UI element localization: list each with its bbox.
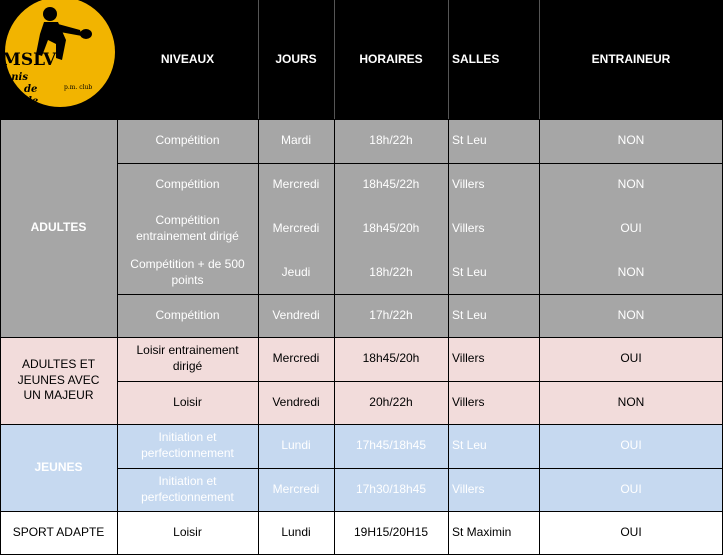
table-row-4-jour: Jeudi xyxy=(258,251,334,294)
table-row-2-salle: Villers xyxy=(448,163,539,207)
header-divider xyxy=(539,0,540,119)
table-row-9-entraineur: OUI xyxy=(539,468,723,511)
table-row-5-jour: Vendredi xyxy=(258,294,334,337)
table-row-5-entraineur: NON xyxy=(539,294,723,337)
table-row-10-niveau: Loisir xyxy=(117,511,258,555)
table-row-3-jour: Mercredi xyxy=(258,207,334,251)
table-row-10-entraineur: OUI xyxy=(539,511,723,555)
table-row-10-horaire: 19H15/20H15 xyxy=(334,511,448,555)
grid-line xyxy=(117,294,723,295)
header-entraineur: ENTRAINEUR xyxy=(539,0,723,119)
table-row-3-horaire: 18h45/20h xyxy=(334,207,448,251)
table-row-6-horaire: 18h45/20h xyxy=(334,337,448,381)
table-row-4-entraineur: NON xyxy=(539,251,723,294)
group-jeunes: JEUNES xyxy=(0,424,117,511)
table-row-5-salle: St Leu xyxy=(448,294,539,337)
table-row-5-niveau: Compétition xyxy=(117,294,258,337)
table-row-3-entraineur: OUI xyxy=(539,207,723,251)
table-row-6-salle: Villers xyxy=(448,337,539,381)
table-row-6-niveau: Loisir entrainement dirigé xyxy=(117,337,258,381)
header-horaires: HORAIRES xyxy=(334,0,448,119)
grid-line xyxy=(117,468,723,469)
table-row-1-salle: St Leu xyxy=(448,119,539,163)
table-row-8-salle: St Leu xyxy=(448,424,539,468)
grid-line xyxy=(0,337,723,338)
table-row-9-horaire: 17h30/18h45 xyxy=(334,468,448,511)
table-row-2-niveau: Compétition xyxy=(117,163,258,207)
grid-line xyxy=(0,424,723,425)
table-row-5-horaire: 17h/22h xyxy=(334,294,448,337)
header-divider xyxy=(334,0,335,119)
header-jours: JOURS xyxy=(258,0,334,119)
table-row-4-niveau: Compétition + de 500 points xyxy=(117,251,258,294)
table-row-4-horaire: 18h/22h xyxy=(334,251,448,294)
table-row-9-salle: Villers xyxy=(448,468,539,511)
grid-line xyxy=(117,381,723,382)
club-logo xyxy=(0,0,117,119)
table-row-1-jour: Mardi xyxy=(258,119,334,163)
header-salles: SALLES xyxy=(448,0,539,119)
table-row-8-jour: Lundi xyxy=(258,424,334,468)
grid-line xyxy=(0,119,723,120)
logo-line-2: de xyxy=(24,84,38,95)
table-row-7-niveau: Loisir xyxy=(117,381,258,424)
table-row-7-jour: Vendredi xyxy=(258,381,334,424)
table-row-2-jour: Mercredi xyxy=(258,163,334,207)
table-row-2-entraineur: NON xyxy=(539,163,723,207)
header-divider xyxy=(258,0,259,119)
table-row-1-horaire: 18h/22h xyxy=(334,119,448,163)
header-niveaux: NIVEAUX xyxy=(117,0,258,119)
table-row-9-niveau: Initiation et perfectionnement xyxy=(117,468,258,511)
header-divider xyxy=(448,0,449,119)
table-row-4-salle: St Leu xyxy=(448,251,539,294)
grid-line xyxy=(0,511,723,512)
table-row-8-entraineur: OUI xyxy=(539,424,723,468)
table-row-3-salle: Villers xyxy=(448,207,539,251)
table-row-2-horaire: 18h45/22h xyxy=(334,163,448,207)
table-row-10-salle: St Maximin xyxy=(448,511,539,555)
table-row-6-jour: Mercredi xyxy=(258,337,334,381)
table-row-7-horaire: 20h/22h xyxy=(334,381,448,424)
table-row-8-horaire: 17h45/18h45 xyxy=(334,424,448,468)
table-row-3-niveau: Compétition entrainement dirigé xyxy=(117,207,258,251)
table-row-1-niveau: Compétition xyxy=(117,119,258,163)
table-row-7-entraineur: NON xyxy=(539,381,723,424)
table-row-9-jour: Mercredi xyxy=(258,468,334,511)
logo-line-3: table xyxy=(10,96,39,107)
group-adultes: ADULTES xyxy=(0,119,117,337)
logo-tagline: p.m. club xyxy=(64,84,93,91)
group-adultes-jeunes: ADULTES ET JEUNES AVEC UN MAJEUR xyxy=(0,337,117,424)
table-row-1-entraineur: NON xyxy=(539,119,723,163)
table-row-10-jour: Lundi xyxy=(258,511,334,555)
table-row-6-entraineur: OUI xyxy=(539,337,723,381)
table-row-8-niveau: Initiation et perfectionnement xyxy=(117,424,258,468)
table-row-7-salle: Villers xyxy=(448,381,539,424)
group-sport-adapte: SPORT ADAPTE xyxy=(0,511,117,555)
logo-line-1: nnis xyxy=(4,72,28,83)
grid-line xyxy=(117,163,723,164)
logo-letters: MSLV xyxy=(2,50,57,70)
